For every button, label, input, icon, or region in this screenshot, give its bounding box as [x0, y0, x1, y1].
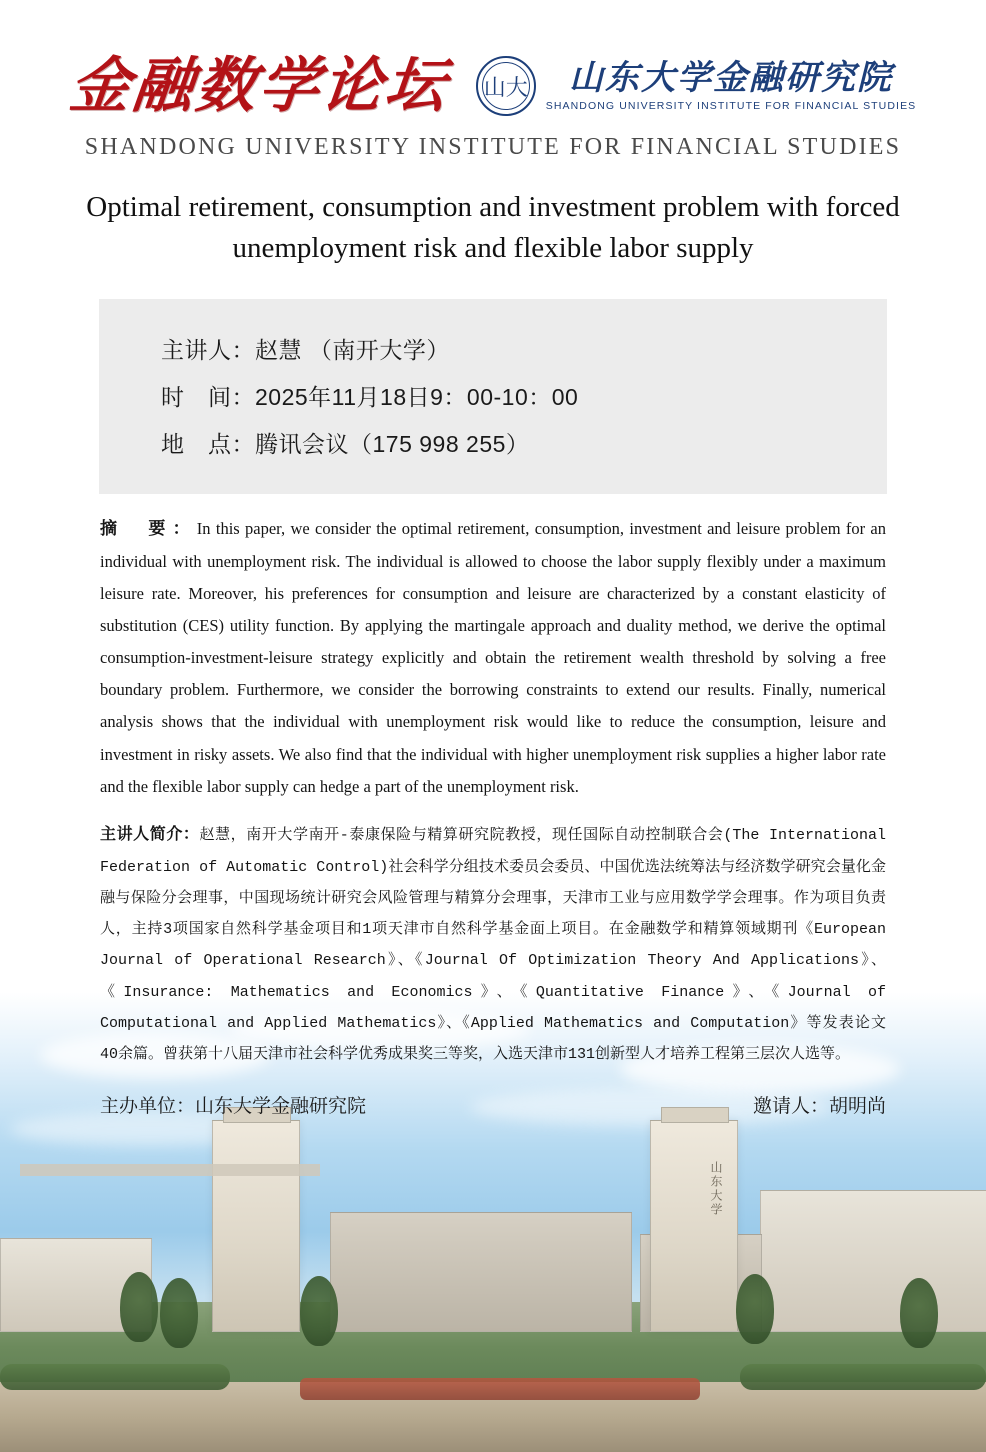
organizer-text: 主办单位：山东大学金融研究院 — [100, 1096, 367, 1118]
institute-name-en: SHANDONG UNIVERSITY INSTITUTE FOR FINANCIAL STUDIES — [84, 134, 902, 160]
tree — [160, 1278, 198, 1348]
time-line — [99, 372, 887, 419]
speaker-value: 赵慧 （南开大学） — [255, 337, 450, 364]
abstract-paragraph — [100, 512, 886, 803]
bio-text: 赵慧，南开大学南开-泰康保险与精算研究院教授，现任国际自动控制联合会(The International Federation of Automatic Control)社会科学分组技术委员会委员、中国优选法统筹法与经济数学研究会量化金融与保险分会理事，中国现场统计研究会风险管理与精算分会理事，天津市工业与应用数学学会理事。作为项目负责人，主持3项国家自然科学基金项目和1项天津市自然科学基金面上项目。在金融数学和精算领域期刊《European Journal of Operational Research》、《Journal Of Optimization Theory And Applications》、《Insurance: Mathematics and Economics》、《Quantitative Finance》、《Journal of Computational and Applied Mathematics》、《Applied Mathematics and Computation》等发表论文40余篇。曾获第十八届天津市社会科学优秀成果奖三等奖，入选天津市131创新型人才培养工程第三层次人选等。 — [100, 827, 886, 1064]
campus-building — [330, 1212, 632, 1332]
sdu-institute-logo — [476, 56, 917, 116]
shrub-row — [0, 1364, 230, 1390]
place-line — [99, 419, 887, 466]
logo-row — [0, 53, 986, 119]
poster-footer — [100, 1091, 886, 1118]
bio-label: 主讲人简介： — [100, 826, 200, 844]
tree — [736, 1274, 774, 1344]
gate-crossbeam — [20, 1164, 320, 1176]
gate-tower-right — [650, 1120, 738, 1332]
time-label: 时 间： — [161, 384, 255, 411]
place-value: 腾讯会议（175 998 255） — [255, 431, 530, 458]
shrub-row — [740, 1364, 986, 1390]
speaker-line — [99, 325, 887, 372]
flower-bed — [300, 1378, 700, 1400]
campus-building — [760, 1190, 986, 1332]
speaker-label: 主讲人： — [161, 337, 255, 364]
abstract-label: 摘 要： — [100, 519, 197, 539]
sdu-seal-icon — [476, 56, 536, 116]
abstract-text: In this paper, we consider the optimal retirement, consumption, investment and leisure problem for an individual with unemployment risk. The individual is allowed to choose the labor supply flexibly under a maximum leisure rate. Moreover, his preferences for consumption and leisure are characterized by a constant elasticity of substitution (CES) utility function. By applying the martingale approach and duality method, we derive the optimal consumption-investment-leisure strategy explicitly and obtain the retirement wealth threshold by solving a free boundary problem. Furthermore, we consider the borrowing constraints to extend our results. Finally, numerical analysis shows that the individual with unemployment risk would like to reduce the consumption, leisure and investment in risky assets. We also find that the individual with higher unemployment risk supplies a higher labor rate and the flexible labor supply can hedge a part of the unemployment risk. — [100, 519, 887, 796]
tree — [120, 1272, 158, 1342]
sdu-seal-glyph: 山大 — [483, 74, 528, 100]
institute-name-en-small: SHANDONG UNIVERSITY INSTITUTE FOR FINANCIAL STUDIES — [545, 100, 917, 113]
forum-logo-text: 金融数学论坛 — [66, 53, 452, 119]
tower-inscription: 山东大学 — [709, 1161, 723, 1217]
place-label: 地 点： — [161, 431, 255, 458]
time-value: 2025年11月18日9：00-10：00 — [255, 384, 579, 411]
poster-header — [0, 0, 986, 161]
inviter-text: 邀请人：胡明尚 — [752, 1096, 886, 1118]
institute-name-cn: 山东大学金融研究院 — [569, 59, 893, 97]
gate-tower-left — [212, 1120, 300, 1332]
tree — [300, 1276, 338, 1346]
speaker-bio-paragraph — [100, 819, 886, 1069]
content-section — [100, 512, 886, 1069]
tree — [900, 1278, 938, 1348]
event-info-box — [99, 299, 887, 494]
page-title: Optimal retirement, consumption and investment problem with forced unemployment risk and flexible labor supply — [86, 191, 900, 265]
